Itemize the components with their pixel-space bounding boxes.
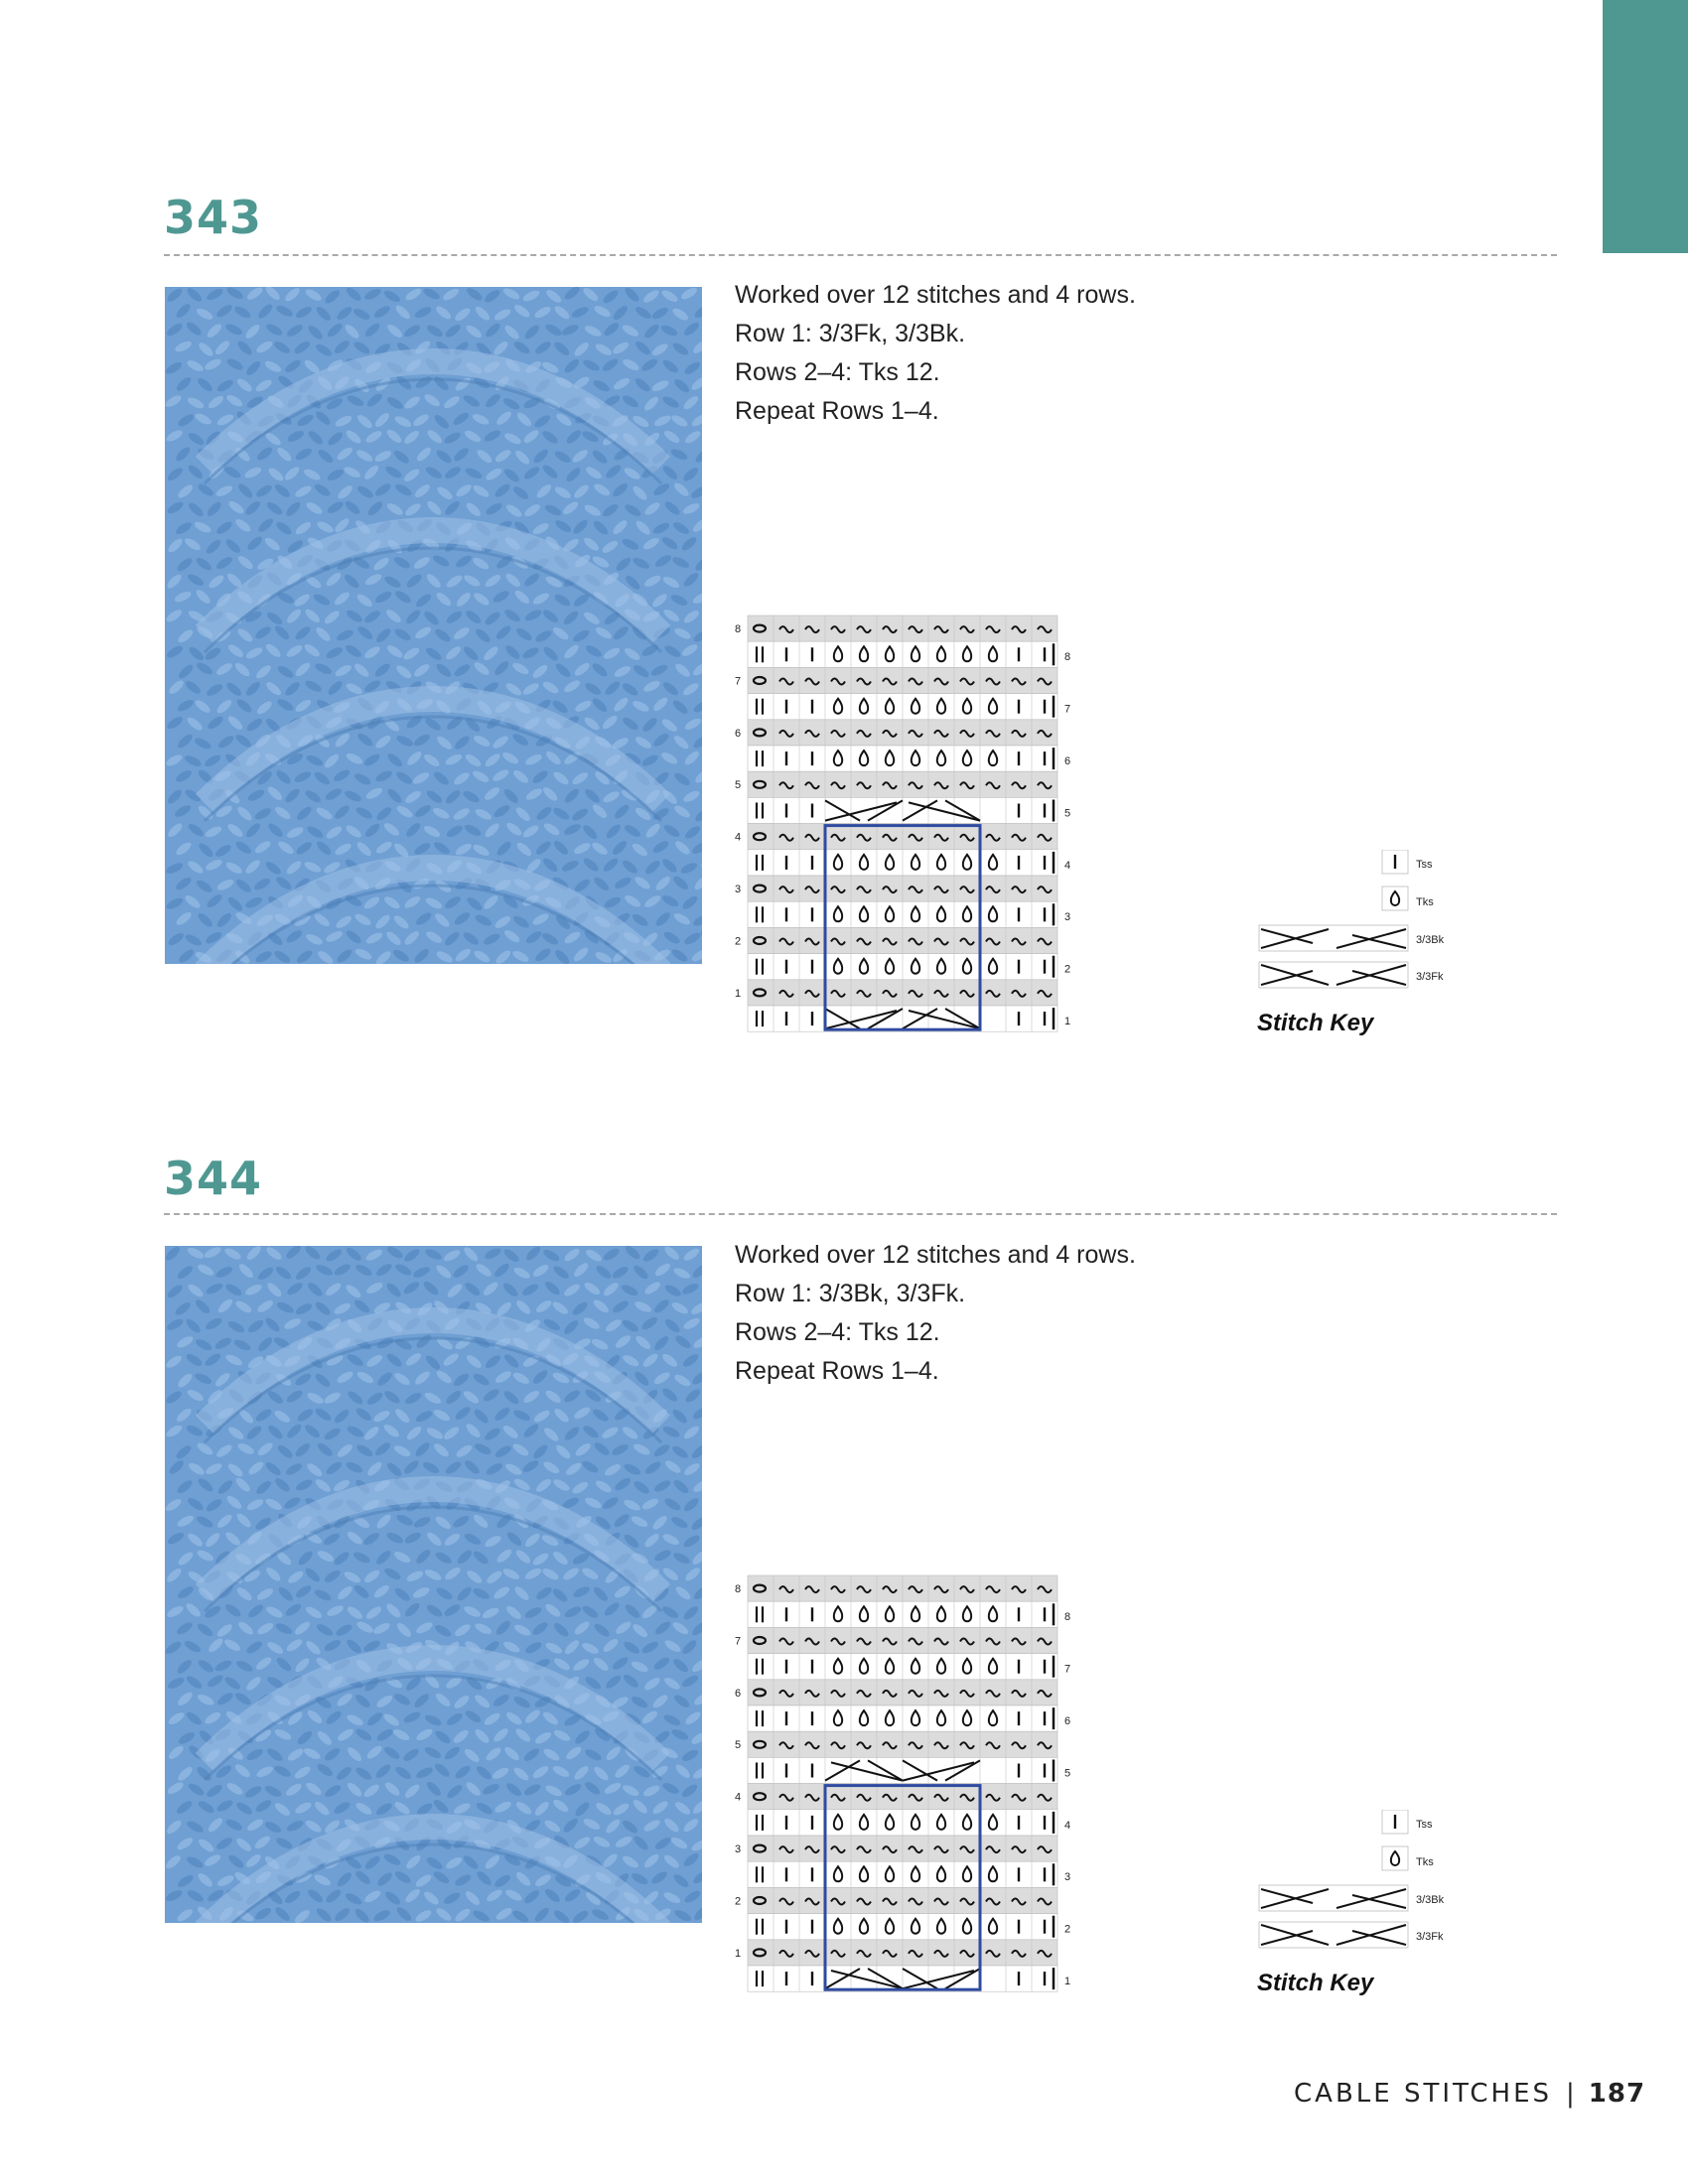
row-number-label: 7 [735,1635,742,1648]
row-number-label: 4 [735,1791,742,1804]
page-number: 187 [1588,2079,1646,2109]
row-number-label: 5 [1064,807,1071,820]
row-number-label: 6 [1064,1715,1071,1727]
stitch-key [1253,850,1452,1048]
stitch-key [1253,1810,1452,2008]
instruction-line: Rows 2–4: Tks 12. [735,358,940,386]
row-number-label: 8 [1064,1611,1071,1624]
key-item-label: 3/3Bk [1416,934,1445,946]
pattern-number: 344 [164,1152,263,1205]
instruction-line: Row 1: 3/3Fk, 3/3Bk. [735,320,966,347]
row-number-label: 6 [1064,755,1071,767]
row-number-label: 3 [735,1843,742,1855]
row-number-label: 5 [735,779,742,792]
swatch-photo [165,287,702,964]
stitch-chart [730,612,1226,1048]
instruction-line: Rows 2–4: Tks 12. [735,1318,940,1346]
row-number-label: 5 [735,1739,742,1752]
instructions [735,276,1136,431]
instruction-line: Repeat Rows 1–4. [735,397,939,425]
instruction-line: Repeat Rows 1–4. [735,1357,939,1385]
key-item-label: Tss [1416,1819,1433,1831]
key-swatch [1259,925,1408,951]
dashed-divider [164,1213,1557,1215]
row-number-label: 6 [735,727,742,740]
pattern-number: 343 [164,191,263,244]
row-number-label: 4 [1064,1819,1071,1832]
row-number-label: 3 [1064,1871,1071,1884]
section-label: CABLE STITCHES [1294,2079,1553,2109]
stitch-key-title: Stitch Key [1257,1970,1374,1996]
key-item-label: 3/3Fk [1416,971,1444,983]
row-number-label: 2 [735,1895,742,1908]
instruction-line: Row 1: 3/3Bk, 3/3Fk. [735,1280,966,1307]
row-number-label: 2 [735,935,742,948]
key-item-label: 3/3Bk [1416,1894,1445,1906]
chapter-tab-marker [1603,0,1688,253]
row-number-label: 7 [1064,1663,1071,1676]
row-number-label: 8 [735,1583,742,1595]
row-number-label: 7 [735,675,742,688]
row-number-label: 4 [735,831,742,844]
swatch-photo [165,1246,702,1923]
row-number-label: 8 [1064,651,1071,664]
row-number-label: 8 [735,623,742,635]
stitch-key-title: Stitch Key [1257,1010,1374,1036]
key-swatch [1259,962,1408,988]
dashed-divider [164,254,1557,256]
row-number-label: 2 [1064,1923,1071,1936]
row-number-label: 1 [1064,1016,1071,1027]
key-item-label: Tks [1416,896,1434,908]
instruction-line: Worked over 12 stitches and 4 rows. [735,1241,1136,1269]
page-footer [1294,2079,1645,2109]
row-number-label: 4 [1064,859,1071,872]
row-number-label: 1 [1064,1976,1071,1987]
row-number-label: 6 [735,1687,742,1700]
key-swatch [1259,1885,1408,1911]
row-number-label: 1 [735,1947,742,1960]
row-number-label: 3 [735,884,742,895]
row-number-label: 7 [1064,703,1071,716]
instructions [735,1236,1136,1391]
instruction-line: Worked over 12 stitches and 4 rows. [735,281,1136,309]
stitch-chart [730,1571,1226,2008]
row-number-label: 1 [735,987,742,1000]
key-swatch [1259,1922,1408,1948]
key-item-label: Tss [1416,859,1433,871]
row-number-label: 3 [1064,911,1071,924]
row-number-label: 2 [1064,963,1071,976]
key-item-label: Tks [1416,1856,1434,1868]
footer-separator: | [1566,2079,1575,2109]
row-number-label: 5 [1064,1767,1071,1780]
key-item-label: 3/3Fk [1416,1931,1444,1943]
